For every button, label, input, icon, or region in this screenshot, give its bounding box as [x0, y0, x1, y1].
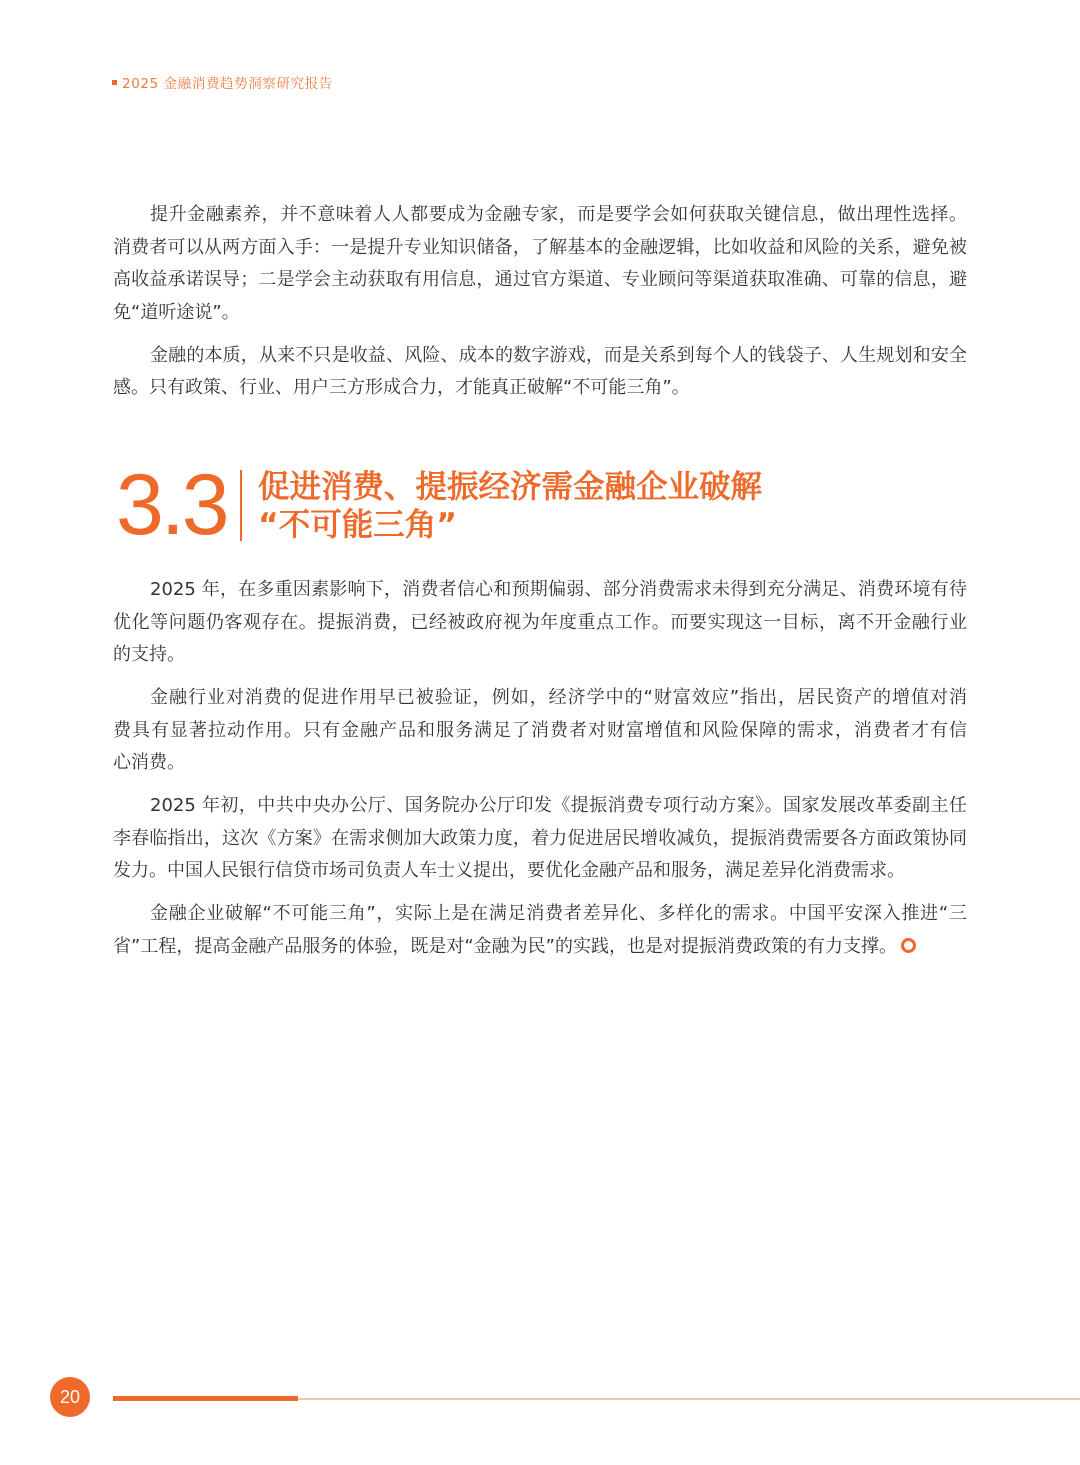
- paragraph-line: 高收益承诺误导；二是学会主动获取有用信息，通过官方渠道、专业顾问等渠道获取准确、可靠的信息，避: [113, 269, 967, 290]
- report-title: 2025 金融消费趋势洞察研究报告: [122, 76, 333, 92]
- paragraph-line: 免“道听途说”。: [113, 301, 240, 323]
- end-of-article-icon: [901, 938, 916, 953]
- paragraph: [113, 340, 967, 405]
- section-title-line: 促进消费、提振经济需金融企业破解: [258, 469, 763, 505]
- intro-text: [113, 199, 967, 415]
- paragraph-line: 李春临指出，这次《方案》在需求侧加大政策力度，着力促进居民增收减负，提振消费需要各方面政策协同: [113, 827, 967, 849]
- paragraph-line: 金融的本质，从来不只是收益、风险、成本的数字游戏，而是关系到每个人的钱袋子、人生规划和安全: [150, 344, 967, 366]
- section-divider: [240, 470, 242, 541]
- running-header: [112, 72, 333, 92]
- footer-accent-bar: [113, 1396, 298, 1401]
- paragraph-line: 2025 年初，中共中央办公厅、国务院办公厅印发《提振消费专项行动方案》。国家发展改革委副主任: [150, 795, 967, 816]
- paragraph-line: 优化等问题仍客观存在。提振消费，已经被政府视为年度重点工作。而要实现这一目标，离不开金融行业: [113, 611, 967, 633]
- square-bullet-icon: [112, 80, 117, 85]
- paragraph: [113, 898, 967, 963]
- paragraph: [113, 790, 967, 888]
- paragraph-last-line: [113, 931, 967, 964]
- paragraph: [113, 199, 967, 329]
- paragraph-line: 心消费。: [113, 752, 185, 773]
- paragraph-line: 2025 年，在多重因素影响下，消费者信心和预期偏弱、部分消费需求未得到充分满足、消费环境有待: [150, 579, 967, 600]
- page-number: 20: [50, 1377, 90, 1417]
- section-number: 3.3: [116, 457, 227, 553]
- paragraph-line: 金融企业破解“不可能三角”，实际上是在满足消费者差异化、多样化的需求。中国平安深入推进“三: [150, 903, 967, 924]
- paragraph-line-text: 省”工程，提高金融产品服务的体验，既是对“金融为民”的实践，也是对提振消费政策的有力支撑。: [113, 935, 897, 957]
- paragraph-line: 提升金融素养，并不意味着人人都要成为金融专家，而是要学会如何获取关键信息，做出理性选择。: [150, 204, 967, 225]
- paragraph-line: 发力。中国人民银行信贷市场司负责人车士义提出，要优化金融产品和服务，满足差异化消费需求。: [113, 860, 905, 881]
- paragraph: [113, 682, 967, 780]
- paragraph-line: 金融行业对消费的促进作用早已被验证，例如，经济学中的“财富效应”指出，居民资产的增值对消: [150, 687, 967, 708]
- paragraph-line: 的支持。: [113, 644, 185, 665]
- paragraph: [113, 574, 967, 672]
- section-title-line: “不可能三角”: [258, 507, 457, 543]
- paragraph-line: 费具有显著拉动作用。只有金融产品和服务满足了消费者对财富增值和风险保障的需求，消费者才有信: [113, 719, 967, 741]
- paragraph-line: 感。只有政策、行业、用户三方形成合力，才能真正破解“不可能三角”。: [113, 377, 690, 398]
- section-title: [258, 468, 958, 544]
- paragraph-line: 消费者可以从两方面入手：一是提升专业知识储备，了解基本的金融逻辑，比如收益和风险的关系，避免被: [113, 236, 967, 258]
- footer-rule: [298, 1398, 1080, 1400]
- section-body: [113, 574, 967, 974]
